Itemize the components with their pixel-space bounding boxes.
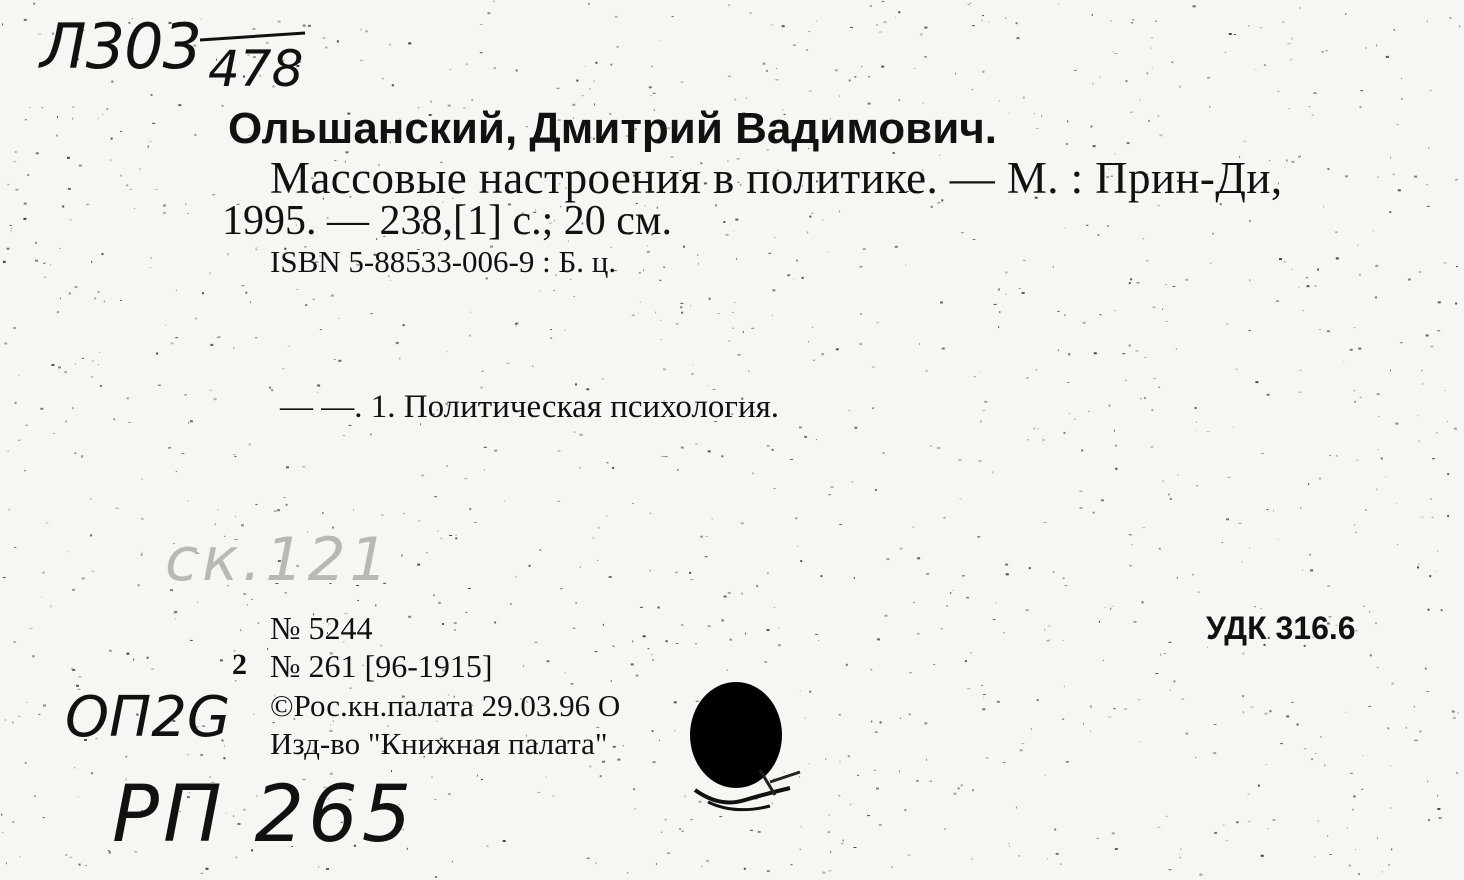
batch-number: № 261 [96-1915] <box>270 648 493 684</box>
udk-classification: УДК 316.6 <box>1206 610 1356 646</box>
copy-count: 2 <box>232 648 247 681</box>
copyright-line: ©Рос.кн.палата 29.03.96 О <box>270 688 621 723</box>
isbn-line: ISBN 5-88533-006-9 : Б. ц. <box>270 244 617 279</box>
call-number-sub: 478 <box>208 40 304 98</box>
punch-hole <box>690 682 782 788</box>
publisher-line: Изд-во "Книжная палата" <box>270 726 608 761</box>
record-number: № 5244 <box>270 610 373 646</box>
author-heading: Ольшанский, Дмитрий Вадимович. <box>228 104 998 153</box>
call-number-overline <box>200 33 305 40</box>
margin-code: ОП2G <box>65 685 231 750</box>
title-line: Массовые настроения в политике. — М. : Прин-Ди, <box>270 153 1283 203</box>
imprint-line: 1995. — 238,[1] с.; 20 см. <box>222 198 673 244</box>
subject-heading: — —. 1. Политическая психология. <box>280 389 780 425</box>
faint-handwritten-mark: ск.121 <box>165 525 392 595</box>
blot-scribble <box>695 788 790 802</box>
call-number: Л303 <box>40 10 201 83</box>
shelf-mark: РП 265 <box>112 770 416 860</box>
